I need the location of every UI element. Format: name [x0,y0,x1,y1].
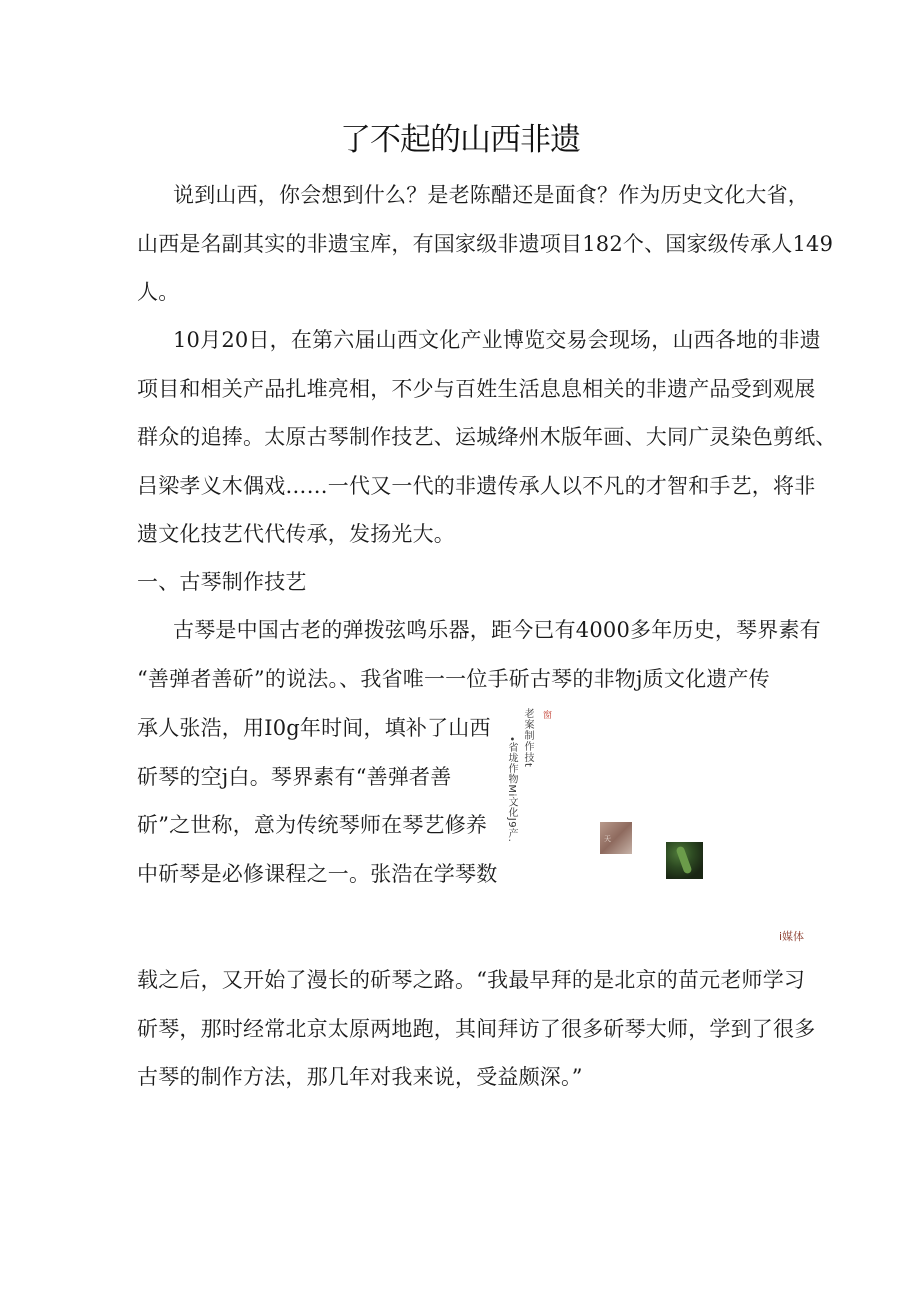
text-line: 说到山西，你会想到什么？是老陈醋还是面食？作为历史文化大省， [173,183,809,207]
text-line: 吕梁孝义木偶戏……一代又一代的非遗传承人以不凡的才智和手艺，将非 [137,473,816,498]
media-watermark: i媒体 [779,930,805,943]
text-line: 遗文化技艺代代传承，发扬光大。 [137,522,455,546]
section-heading [137,558,787,607]
text-line: 承人张浩，用I0g年时间，填补了山西 [137,716,491,740]
inset-photo-thumbnail [666,842,703,879]
paragraph-intro [137,171,834,317]
inset-vertical-caption: 老案制作技t [522,708,533,768]
text-line: 人。 [137,280,180,304]
plant-shape [675,845,692,874]
thumbnail-caption: 天 [604,835,611,843]
text-line: 斫”之世称，意为传统琴师在琴艺修养 [137,813,488,837]
text-line: 10月20日，在第六届山西文化产业博览交易会现场，山西各地的非遗 [173,328,821,352]
inset-vertical-caption: •省垅作物Mi文化J9产. [506,736,517,843]
text-line: “善弹者善斫”的说法。、我省唯一一位手斫古琴的非物j质文化遗产传 [137,666,770,691]
heading-text: 一、古琴制作技艺 [137,570,307,594]
text-line: 群众的追捧。太原古琴制作技艺、运城绛州木版年画、大同广灵染色剪纸、 [137,425,837,449]
text-line: 斫琴的空j白。琴界素有“善弹者善 [137,764,452,789]
text-line: 山西是名副其实的非遗宝库，有国家级非遗项目182个、国家级传承人149 [137,231,834,256]
text-line: 中斫琴是必修课程之一。张浩在学琴数 [137,861,498,886]
inset-seal-mark: 窗 [541,710,551,719]
page-title: 了不起的山西非遗 [340,122,580,158]
inset-image [498,700,818,950]
paragraph-guqin [137,606,821,703]
paragraph-apprentice [137,956,816,1102]
text-line: 斫琴，那时经常北京太原两地跑，其间拜访了很多斫琴大师，学到了很多 [137,1016,816,1041]
text-line: 古琴是中国古老的弹拨弦鸣乐器，距今已有4000多年历史，琴界素有 [173,618,821,642]
text-line: 载之后，又开始了漫长的斫琴之路。“我最早拜的是北京的苗元老师学习 [137,968,806,992]
text-line: 古琴的制作方法，那几年对我来说，受益颇深。” [137,1065,583,1089]
text-line: 项目和相关产品扎堆亮相，不少与百姓生活息息相关的非遗产品受到观展 [137,376,816,401]
paragraph-expo [137,316,837,559]
inset-photo-thumbnail [600,822,632,854]
paragraph-zhanghao [137,704,498,898]
